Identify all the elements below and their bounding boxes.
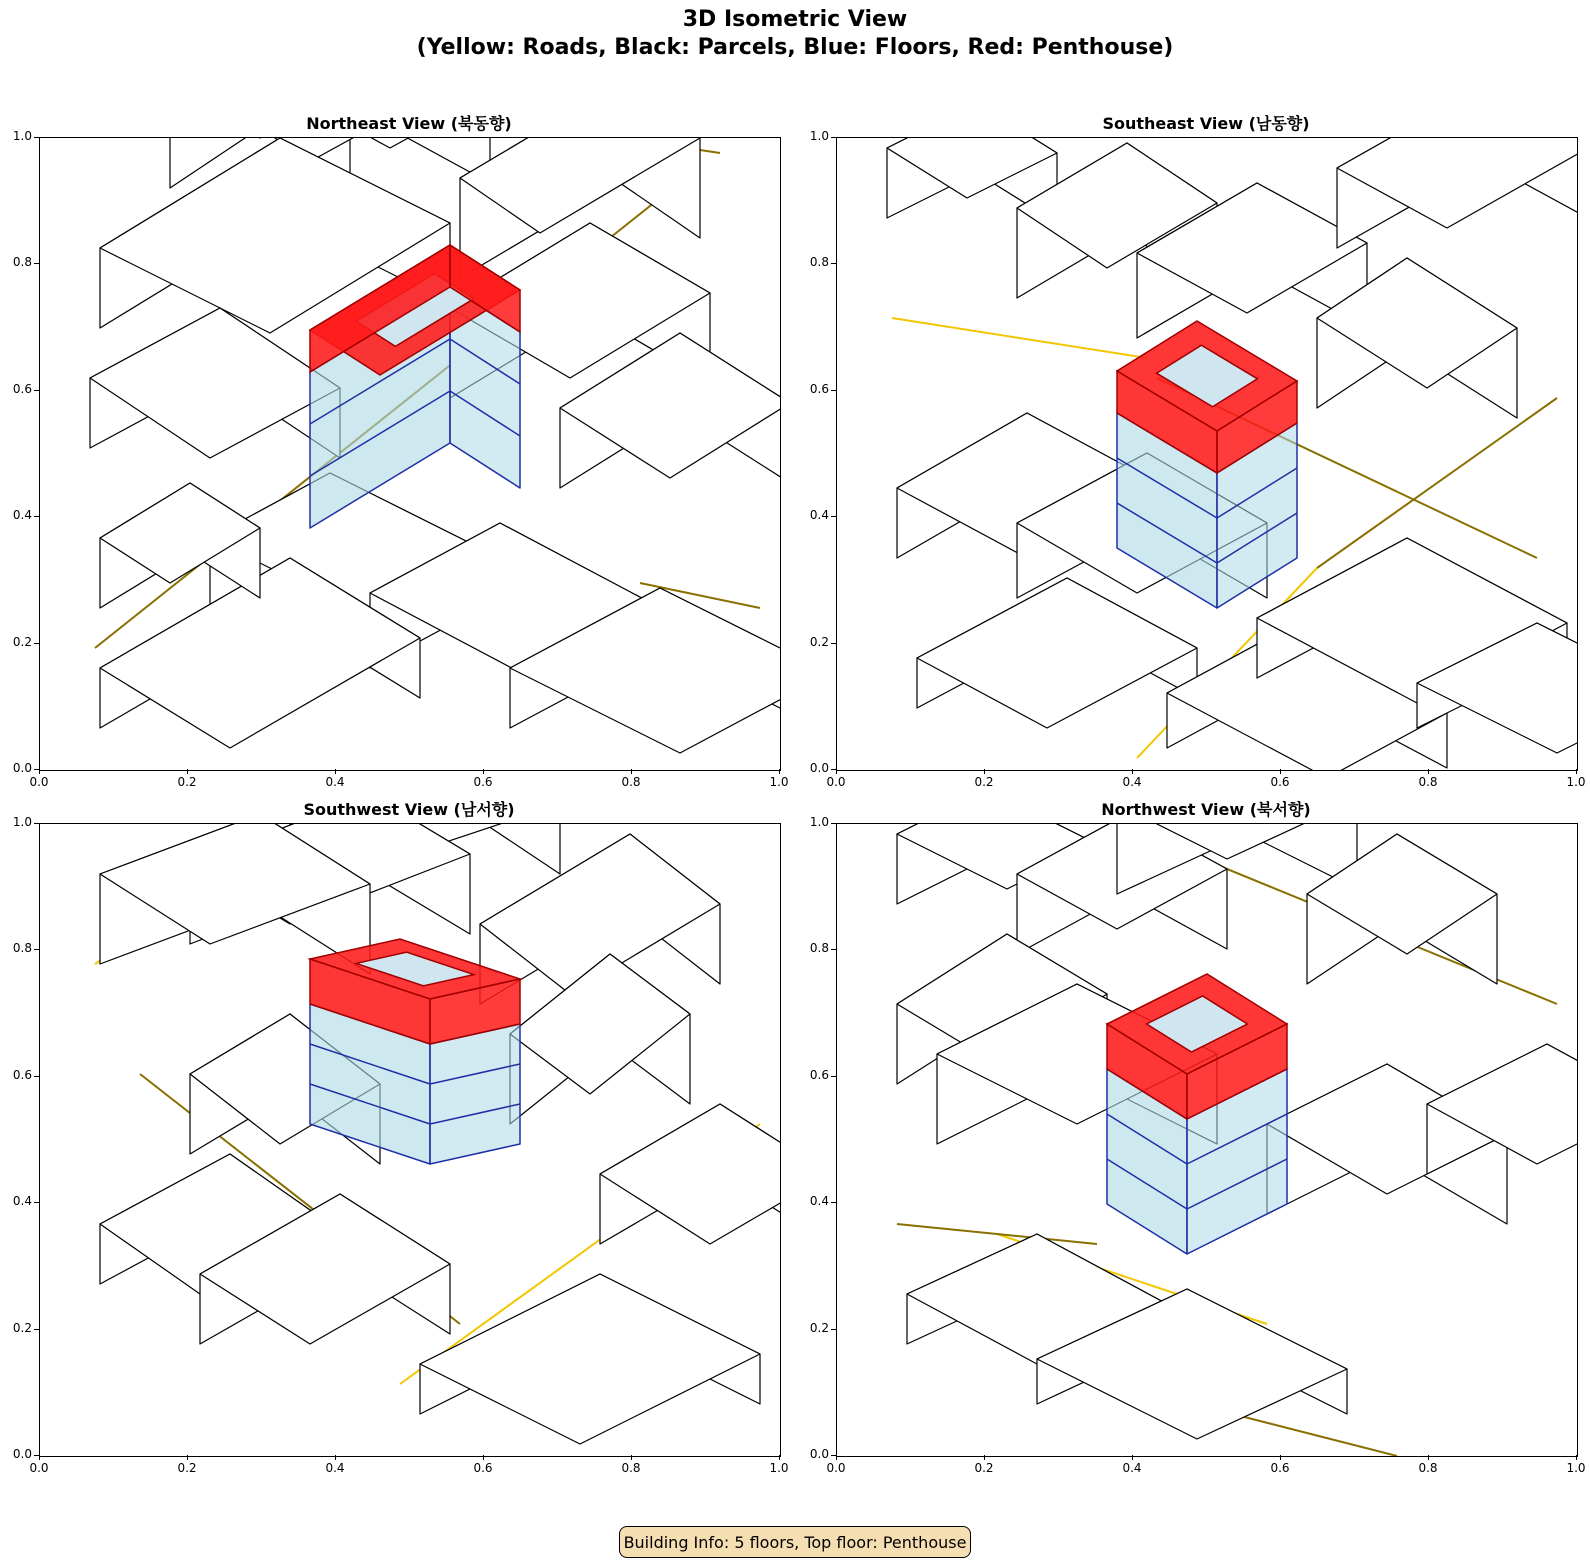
x-tick-mark	[483, 1455, 484, 1460]
panel-title-northwest: Northwest View (북서향)	[1101, 800, 1311, 819]
y-tick-label: 0.4	[809, 1194, 829, 1209]
y-tick-label: 0.0	[12, 761, 32, 775]
y-tick-mark	[831, 1329, 836, 1330]
x-tick-mark	[335, 769, 336, 774]
y-tick-mark	[831, 516, 836, 517]
y-tick-label: 1.0	[809, 815, 829, 829]
x-tick-label: 0.2	[974, 1461, 994, 1475]
y-tick-label: 0.8	[809, 941, 829, 956]
x-tick-mark	[836, 1455, 837, 1460]
x-tick-mark	[984, 769, 985, 774]
northeast-isometric-drawing	[40, 138, 780, 770]
y-tick-label: 0.4	[12, 1194, 32, 1209]
x-tick-label: 0.6	[1270, 1461, 1290, 1475]
x-tick-label: 0.4	[1122, 775, 1142, 789]
panel-title-southeast: Southeast View (남동향)	[1102, 114, 1310, 133]
y-tick-mark	[34, 823, 39, 824]
panel-title-northeast: Northeast View (북동향)	[306, 114, 512, 133]
panel-southwest-view	[39, 823, 781, 1457]
x-tick-label: 0.8	[1418, 1461, 1438, 1475]
x-tick-label: 0.0	[826, 775, 846, 789]
y-tick-label: 0.2	[809, 1320, 829, 1335]
x-tick-mark	[779, 1455, 780, 1460]
x-tick-mark	[1132, 769, 1133, 774]
panel-title-southwest: Southwest View (남서향)	[303, 800, 515, 819]
x-tick-label: 0.4	[325, 775, 345, 789]
road-line	[892, 318, 1147, 358]
x-tick-label: 0.2	[177, 1461, 197, 1475]
x-tick-mark	[187, 1455, 188, 1460]
figure-title-line2: (Yellow: Roads, Black: Parcels, Blue: Floors, Red: Penthouse)	[416, 35, 1174, 60]
x-tick-label: 1.0	[1566, 775, 1586, 789]
y-tick-label: 0.6	[809, 381, 829, 396]
parcel-building-face	[470, 824, 560, 874]
figure-title-line1: 3D Isometric View	[682, 7, 908, 32]
y-tick-label: 0.2	[12, 1320, 32, 1335]
y-tick-label: 0.6	[12, 381, 32, 396]
y-tick-label: 0.6	[12, 1067, 32, 1082]
y-tick-mark	[831, 1202, 836, 1203]
y-tick-mark	[34, 1076, 39, 1077]
y-tick-label: 0.0	[12, 1447, 32, 1461]
x-tick-mark	[483, 769, 484, 774]
y-tick-mark	[831, 137, 836, 138]
x-tick-mark	[631, 769, 632, 774]
x-tick-mark	[1576, 1455, 1577, 1460]
y-tick-mark	[831, 643, 836, 644]
x-tick-label: 1.0	[1566, 1461, 1586, 1475]
x-tick-mark	[39, 769, 40, 774]
y-tick-mark	[34, 390, 39, 391]
x-tick-mark	[1428, 1455, 1429, 1460]
panel-southeast-view	[836, 137, 1578, 771]
y-tick-mark	[831, 263, 836, 264]
y-tick-mark	[34, 949, 39, 950]
parcel-building-roof	[917, 578, 1197, 728]
x-tick-mark	[984, 1455, 985, 1460]
x-tick-label: 0.0	[29, 1461, 49, 1475]
southwest-isometric-drawing	[40, 824, 780, 1456]
x-tick-label: 1.0	[769, 775, 789, 789]
x-tick-label: 0.6	[1270, 775, 1290, 789]
y-tick-mark	[831, 949, 836, 950]
x-tick-mark	[1280, 769, 1281, 774]
y-tick-mark	[34, 516, 39, 517]
y-tick-label: 0.4	[12, 508, 32, 523]
y-tick-label: 1.0	[809, 129, 829, 143]
y-tick-mark	[34, 1202, 39, 1203]
y-tick-label: 1.0	[12, 129, 32, 143]
y-tick-label: 0.2	[809, 634, 829, 649]
x-tick-label: 0.2	[177, 775, 197, 789]
x-tick-mark	[335, 1455, 336, 1460]
x-tick-mark	[1576, 769, 1577, 774]
y-tick-label: 0.8	[12, 255, 32, 270]
southeast-isometric-drawing	[837, 138, 1577, 770]
y-tick-mark	[34, 263, 39, 264]
x-tick-label: 0.0	[29, 775, 49, 789]
parcel-building-roof	[420, 1274, 760, 1444]
y-tick-label: 0.8	[809, 255, 829, 270]
y-tick-mark	[34, 643, 39, 644]
building-info-box: Building Info: 5 floors, Top floor: Penthouse	[619, 1526, 971, 1558]
panel-northwest-view	[836, 823, 1578, 1457]
floor-face	[430, 1024, 520, 1164]
y-tick-mark	[34, 137, 39, 138]
y-tick-mark	[831, 823, 836, 824]
x-tick-label: 0.6	[473, 1461, 493, 1475]
x-tick-label: 0.8	[621, 775, 641, 789]
x-tick-label: 0.8	[1418, 775, 1438, 789]
x-tick-mark	[1428, 769, 1429, 774]
y-tick-label: 0.2	[12, 634, 32, 649]
x-tick-label: 1.0	[769, 1461, 789, 1475]
y-tick-label: 1.0	[12, 815, 32, 829]
panel-northeast-view	[39, 137, 781, 771]
x-tick-mark	[631, 1455, 632, 1460]
x-tick-label: 0.0	[826, 1461, 846, 1475]
x-tick-label: 0.2	[974, 775, 994, 789]
road-line	[897, 1224, 1097, 1244]
y-tick-mark	[34, 1329, 39, 1330]
x-tick-label: 0.4	[1122, 1461, 1142, 1475]
y-tick-label: 0.0	[809, 761, 829, 775]
y-tick-label: 0.6	[809, 1067, 829, 1082]
y-tick-label: 0.8	[12, 941, 32, 956]
x-tick-mark	[836, 769, 837, 774]
road-line	[1317, 398, 1557, 568]
x-tick-mark	[1280, 1455, 1281, 1460]
x-tick-mark	[187, 769, 188, 774]
x-tick-label: 0.6	[473, 775, 493, 789]
y-tick-mark	[831, 1076, 836, 1077]
y-tick-mark	[831, 390, 836, 391]
x-tick-mark	[779, 769, 780, 774]
x-tick-mark	[39, 1455, 40, 1460]
x-tick-label: 0.8	[621, 1461, 641, 1475]
y-tick-label: 0.4	[809, 508, 829, 523]
y-tick-label: 0.0	[809, 1447, 829, 1461]
parcel-building-roof	[90, 308, 340, 458]
northwest-isometric-drawing	[837, 824, 1577, 1456]
x-tick-label: 0.4	[325, 1461, 345, 1475]
x-tick-mark	[1132, 1455, 1133, 1460]
